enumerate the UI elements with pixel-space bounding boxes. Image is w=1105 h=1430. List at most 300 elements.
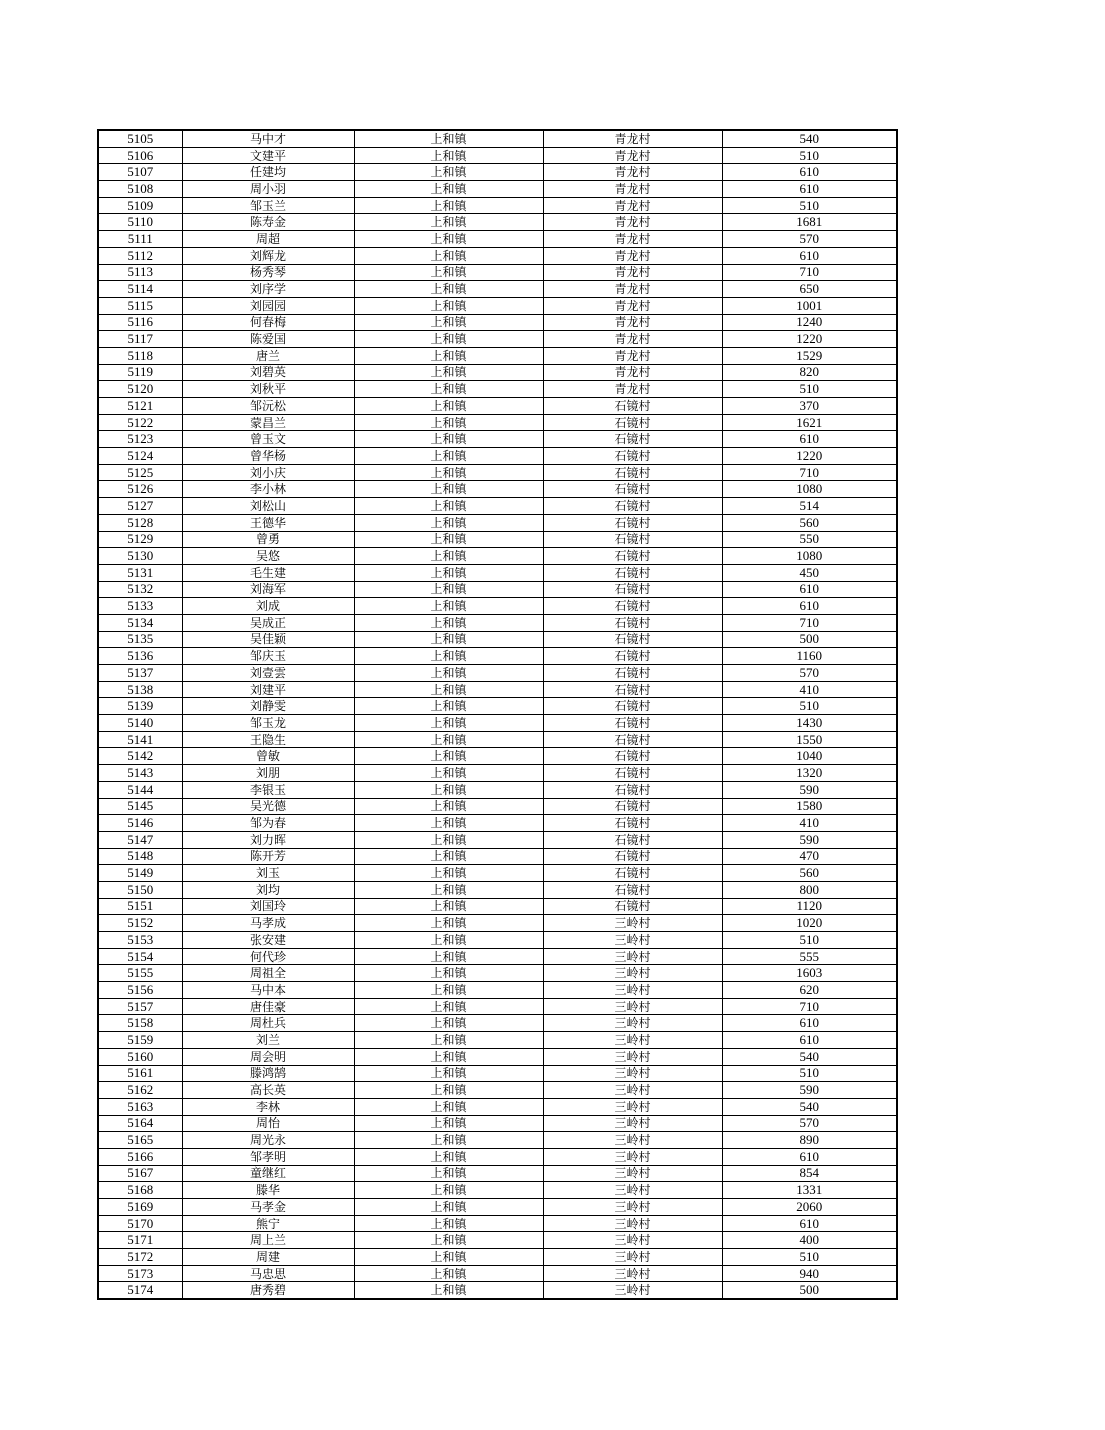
table-row xyxy=(98,982,897,999)
table-row xyxy=(98,1215,897,1232)
amount-cell: 590 xyxy=(722,831,897,848)
amount-cell: 890 xyxy=(722,1132,897,1149)
table-row xyxy=(98,1282,897,1299)
amount-cell: 555 xyxy=(722,948,897,965)
table-row xyxy=(98,798,897,815)
village-cell: 石镜村 xyxy=(543,481,722,498)
table-row xyxy=(98,631,897,648)
row-number-cell: 5174 xyxy=(98,1282,182,1299)
town-cell: 上和镇 xyxy=(354,431,543,448)
table-row xyxy=(98,681,897,698)
amount-cell: 1120 xyxy=(722,898,897,915)
table-row xyxy=(98,531,897,548)
table-row xyxy=(98,1032,897,1049)
amount-cell: 510 xyxy=(722,147,897,164)
amount-cell: 570 xyxy=(722,665,897,682)
village-cell: 石镜村 xyxy=(543,898,722,915)
table-row xyxy=(98,815,897,832)
row-number-cell: 5113 xyxy=(98,264,182,281)
row-number-cell: 5131 xyxy=(98,564,182,581)
amount-cell: 610 xyxy=(722,598,897,615)
table-row xyxy=(98,932,897,949)
name-cell: 何春梅 xyxy=(182,314,354,331)
amount-cell: 610 xyxy=(722,164,897,181)
row-number-cell: 5122 xyxy=(98,414,182,431)
amount-cell: 854 xyxy=(722,1165,897,1182)
village-cell: 石镜村 xyxy=(543,414,722,431)
row-number-cell: 5137 xyxy=(98,665,182,682)
village-cell: 三岭村 xyxy=(543,998,722,1015)
town-cell: 上和镇 xyxy=(354,731,543,748)
village-cell: 石镜村 xyxy=(543,431,722,448)
table-row xyxy=(98,1165,897,1182)
town-cell: 上和镇 xyxy=(354,865,543,882)
town-cell: 上和镇 xyxy=(354,1282,543,1299)
row-number-cell: 5110 xyxy=(98,214,182,231)
table-row xyxy=(98,1082,897,1099)
village-cell: 青龙村 xyxy=(543,281,722,298)
town-cell: 上和镇 xyxy=(354,164,543,181)
town-cell: 上和镇 xyxy=(354,598,543,615)
name-cell: 周会明 xyxy=(182,1048,354,1065)
village-cell: 石镜村 xyxy=(543,831,722,848)
name-cell: 邹孝明 xyxy=(182,1148,354,1165)
name-cell: 刘园园 xyxy=(182,297,354,314)
village-cell: 三岭村 xyxy=(543,1232,722,1249)
town-cell: 上和镇 xyxy=(354,614,543,631)
village-cell: 石镜村 xyxy=(543,748,722,765)
name-cell: 刘兰 xyxy=(182,1032,354,1049)
amount-cell: 610 xyxy=(722,581,897,598)
town-cell: 上和镇 xyxy=(354,781,543,798)
town-cell: 上和镇 xyxy=(354,1032,543,1049)
table-row xyxy=(98,364,897,381)
table-row xyxy=(98,398,897,415)
village-cell: 三岭村 xyxy=(543,1249,722,1266)
amount-cell: 610 xyxy=(722,1015,897,1032)
name-cell: 蒙昌兰 xyxy=(182,414,354,431)
name-cell: 李银玉 xyxy=(182,781,354,798)
table-row xyxy=(98,214,897,231)
village-cell: 三岭村 xyxy=(543,932,722,949)
amount-cell: 500 xyxy=(722,1282,897,1299)
village-cell: 石镜村 xyxy=(543,631,722,648)
town-cell: 上和镇 xyxy=(354,1249,543,1266)
amount-cell: 500 xyxy=(722,631,897,648)
table-row xyxy=(98,765,897,782)
table-row xyxy=(98,1115,897,1132)
town-cell: 上和镇 xyxy=(354,848,543,865)
village-cell: 三岭村 xyxy=(543,1032,722,1049)
row-number-cell: 5141 xyxy=(98,731,182,748)
table-row xyxy=(98,1265,897,1282)
table-row xyxy=(98,164,897,181)
name-cell: 刘静雯 xyxy=(182,698,354,715)
amount-cell: 540 xyxy=(722,1098,897,1115)
row-number-cell: 5126 xyxy=(98,481,182,498)
village-cell: 石镜村 xyxy=(543,548,722,565)
town-cell: 上和镇 xyxy=(354,648,543,665)
name-cell: 刘壹雲 xyxy=(182,665,354,682)
amount-cell: 1080 xyxy=(722,548,897,565)
town-cell: 上和镇 xyxy=(354,998,543,1015)
amount-cell: 1320 xyxy=(722,765,897,782)
village-cell: 石镜村 xyxy=(543,798,722,815)
row-number-cell: 5138 xyxy=(98,681,182,698)
name-cell: 曾玉文 xyxy=(182,431,354,448)
name-cell: 马孝成 xyxy=(182,915,354,932)
name-cell: 吴佳颖 xyxy=(182,631,354,648)
row-number-cell: 5136 xyxy=(98,648,182,665)
amount-cell: 550 xyxy=(722,531,897,548)
name-cell: 周建 xyxy=(182,1249,354,1266)
amount-cell: 1240 xyxy=(722,314,897,331)
row-number-cell: 5107 xyxy=(98,164,182,181)
row-number-cell: 5140 xyxy=(98,715,182,732)
town-cell: 上和镇 xyxy=(354,715,543,732)
table-row xyxy=(98,1232,897,1249)
village-cell: 石镜村 xyxy=(543,564,722,581)
village-cell: 三岭村 xyxy=(543,1148,722,1165)
name-cell: 周超 xyxy=(182,231,354,248)
town-cell: 上和镇 xyxy=(354,147,543,164)
row-number-cell: 5124 xyxy=(98,448,182,465)
village-cell: 石镜村 xyxy=(543,598,722,615)
table-row xyxy=(98,247,897,264)
table-row xyxy=(98,748,897,765)
town-cell: 上和镇 xyxy=(354,1115,543,1132)
row-number-cell: 5108 xyxy=(98,181,182,198)
name-cell: 周上兰 xyxy=(182,1232,354,1249)
amount-cell: 2060 xyxy=(722,1199,897,1216)
village-cell: 三岭村 xyxy=(543,1199,722,1216)
table-row xyxy=(98,865,897,882)
name-cell: 邹沅松 xyxy=(182,398,354,415)
row-number-cell: 5172 xyxy=(98,1249,182,1266)
village-cell: 青龙村 xyxy=(543,197,722,214)
village-cell: 青龙村 xyxy=(543,147,722,164)
table-row xyxy=(98,314,897,331)
name-cell: 张安建 xyxy=(182,932,354,949)
row-number-cell: 5152 xyxy=(98,915,182,932)
amount-cell: 800 xyxy=(722,881,897,898)
name-cell: 唐兰 xyxy=(182,347,354,364)
town-cell: 上和镇 xyxy=(354,398,543,415)
name-cell: 李林 xyxy=(182,1098,354,1115)
table-row xyxy=(98,1148,897,1165)
village-cell: 三岭村 xyxy=(543,1265,722,1282)
amount-cell: 510 xyxy=(722,197,897,214)
amount-cell: 540 xyxy=(722,1048,897,1065)
table-row xyxy=(98,1048,897,1065)
row-number-cell: 5155 xyxy=(98,965,182,982)
village-cell: 石镜村 xyxy=(543,531,722,548)
amount-cell: 540 xyxy=(722,130,897,147)
table-row xyxy=(98,1132,897,1149)
amount-cell: 1681 xyxy=(722,214,897,231)
row-number-cell: 5145 xyxy=(98,798,182,815)
table-row xyxy=(98,381,897,398)
row-number-cell: 5169 xyxy=(98,1199,182,1216)
name-cell: 滕华 xyxy=(182,1182,354,1199)
row-number-cell: 5142 xyxy=(98,748,182,765)
town-cell: 上和镇 xyxy=(354,1215,543,1232)
village-cell: 三岭村 xyxy=(543,1182,722,1199)
row-number-cell: 5139 xyxy=(98,698,182,715)
name-cell: 王隐生 xyxy=(182,731,354,748)
village-cell: 石镜村 xyxy=(543,731,722,748)
name-cell: 刘建平 xyxy=(182,681,354,698)
amount-cell: 820 xyxy=(722,364,897,381)
name-cell: 杨秀琴 xyxy=(182,264,354,281)
name-cell: 唐秀碧 xyxy=(182,1282,354,1299)
amount-cell: 1220 xyxy=(722,331,897,348)
town-cell: 上和镇 xyxy=(354,264,543,281)
town-cell: 上和镇 xyxy=(354,1148,543,1165)
row-number-cell: 5159 xyxy=(98,1032,182,1049)
village-cell: 石镜村 xyxy=(543,881,722,898)
village-cell: 石镜村 xyxy=(543,765,722,782)
town-cell: 上和镇 xyxy=(354,1199,543,1216)
table-row xyxy=(98,965,897,982)
town-cell: 上和镇 xyxy=(354,314,543,331)
row-number-cell: 5144 xyxy=(98,781,182,798)
amount-cell: 610 xyxy=(722,1148,897,1165)
amount-cell: 1040 xyxy=(722,748,897,765)
row-number-cell: 5171 xyxy=(98,1232,182,1249)
amount-cell: 470 xyxy=(722,848,897,865)
amount-cell: 560 xyxy=(722,865,897,882)
name-cell: 邹玉龙 xyxy=(182,715,354,732)
amount-cell: 710 xyxy=(722,614,897,631)
amount-cell: 1020 xyxy=(722,915,897,932)
town-cell: 上和镇 xyxy=(354,531,543,548)
town-cell: 上和镇 xyxy=(354,231,543,248)
row-number-cell: 5143 xyxy=(98,765,182,782)
amount-cell: 610 xyxy=(722,1032,897,1049)
name-cell: 刘均 xyxy=(182,881,354,898)
town-cell: 上和镇 xyxy=(354,915,543,932)
table-row xyxy=(98,715,897,732)
town-cell: 上和镇 xyxy=(354,464,543,481)
town-cell: 上和镇 xyxy=(354,1048,543,1065)
row-number-cell: 5115 xyxy=(98,297,182,314)
name-cell: 何代珍 xyxy=(182,948,354,965)
town-cell: 上和镇 xyxy=(354,247,543,264)
data-table xyxy=(97,129,898,1300)
village-cell: 石镜村 xyxy=(543,581,722,598)
amount-cell: 1080 xyxy=(722,481,897,498)
amount-cell: 570 xyxy=(722,231,897,248)
name-cell: 高长英 xyxy=(182,1082,354,1099)
amount-cell: 590 xyxy=(722,1082,897,1099)
row-number-cell: 5116 xyxy=(98,314,182,331)
table-row xyxy=(98,548,897,565)
row-number-cell: 5112 xyxy=(98,247,182,264)
row-number-cell: 5160 xyxy=(98,1048,182,1065)
village-cell: 三岭村 xyxy=(543,1065,722,1082)
name-cell: 文建平 xyxy=(182,147,354,164)
table-row xyxy=(98,1065,897,1082)
name-cell: 曾勇 xyxy=(182,531,354,548)
name-cell: 熊宁 xyxy=(182,1215,354,1232)
amount-cell: 1220 xyxy=(722,448,897,465)
amount-cell: 590 xyxy=(722,781,897,798)
village-cell: 三岭村 xyxy=(543,1082,722,1099)
town-cell: 上和镇 xyxy=(354,1132,543,1149)
name-cell: 吴悠 xyxy=(182,548,354,565)
amount-cell: 620 xyxy=(722,982,897,999)
row-number-cell: 5147 xyxy=(98,831,182,848)
village-cell: 三岭村 xyxy=(543,965,722,982)
amount-cell: 510 xyxy=(722,381,897,398)
amount-cell: 650 xyxy=(722,281,897,298)
village-cell: 青龙村 xyxy=(543,164,722,181)
town-cell: 上和镇 xyxy=(354,798,543,815)
village-cell: 三岭村 xyxy=(543,1015,722,1032)
name-cell: 刘力晖 xyxy=(182,831,354,848)
name-cell: 任建均 xyxy=(182,164,354,181)
table-row xyxy=(98,581,897,598)
town-cell: 上和镇 xyxy=(354,1265,543,1282)
name-cell: 刘海军 xyxy=(182,581,354,598)
table-row xyxy=(98,481,897,498)
name-cell: 周小羽 xyxy=(182,181,354,198)
row-number-cell: 5128 xyxy=(98,514,182,531)
town-cell: 上和镇 xyxy=(354,681,543,698)
name-cell: 马忠思 xyxy=(182,1265,354,1282)
amount-cell: 450 xyxy=(722,564,897,581)
village-cell: 石镜村 xyxy=(543,398,722,415)
amount-cell: 514 xyxy=(722,498,897,515)
amount-cell: 510 xyxy=(722,698,897,715)
table-row xyxy=(98,665,897,682)
name-cell: 马中才 xyxy=(182,130,354,147)
amount-cell: 410 xyxy=(722,681,897,698)
row-number-cell: 5165 xyxy=(98,1132,182,1149)
village-cell: 石镜村 xyxy=(543,665,722,682)
town-cell: 上和镇 xyxy=(354,1182,543,1199)
town-cell: 上和镇 xyxy=(354,130,543,147)
village-cell: 三岭村 xyxy=(543,1115,722,1132)
table-row xyxy=(98,147,897,164)
village-cell: 石镜村 xyxy=(543,865,722,882)
name-cell: 刘序学 xyxy=(182,281,354,298)
village-cell: 石镜村 xyxy=(543,781,722,798)
village-cell: 青龙村 xyxy=(543,181,722,198)
row-number-cell: 5162 xyxy=(98,1082,182,1099)
name-cell: 邹庆玉 xyxy=(182,648,354,665)
table-row xyxy=(98,498,897,515)
town-cell: 上和镇 xyxy=(354,1098,543,1115)
village-cell: 三岭村 xyxy=(543,915,722,932)
amount-cell: 570 xyxy=(722,1115,897,1132)
village-cell: 青龙村 xyxy=(543,231,722,248)
town-cell: 上和镇 xyxy=(354,581,543,598)
row-number-cell: 5161 xyxy=(98,1065,182,1082)
town-cell: 上和镇 xyxy=(354,1232,543,1249)
row-number-cell: 5118 xyxy=(98,347,182,364)
row-number-cell: 5149 xyxy=(98,865,182,882)
village-cell: 青龙村 xyxy=(543,130,722,147)
amount-cell: 710 xyxy=(722,998,897,1015)
town-cell: 上和镇 xyxy=(354,748,543,765)
amount-cell: 400 xyxy=(722,1232,897,1249)
town-cell: 上和镇 xyxy=(354,481,543,498)
table-row xyxy=(98,998,897,1015)
village-cell: 石镜村 xyxy=(543,815,722,832)
village-cell: 三岭村 xyxy=(543,1098,722,1115)
table-row xyxy=(98,331,897,348)
name-cell: 刘辉龙 xyxy=(182,247,354,264)
town-cell: 上和镇 xyxy=(354,564,543,581)
table-row xyxy=(98,614,897,631)
name-cell: 陈寿金 xyxy=(182,214,354,231)
amount-cell: 370 xyxy=(722,398,897,415)
name-cell: 陈开芳 xyxy=(182,848,354,865)
town-cell: 上和镇 xyxy=(354,448,543,465)
village-cell: 青龙村 xyxy=(543,381,722,398)
town-cell: 上和镇 xyxy=(354,1015,543,1032)
name-cell: 刘碧英 xyxy=(182,364,354,381)
row-number-cell: 5156 xyxy=(98,982,182,999)
name-cell: 刘朋 xyxy=(182,765,354,782)
row-number-cell: 5123 xyxy=(98,431,182,448)
village-cell: 青龙村 xyxy=(543,331,722,348)
row-number-cell: 5168 xyxy=(98,1182,182,1199)
table-row xyxy=(98,264,897,281)
town-cell: 上和镇 xyxy=(354,765,543,782)
table-row xyxy=(98,297,897,314)
town-cell: 上和镇 xyxy=(354,831,543,848)
table-row xyxy=(98,231,897,248)
village-cell: 石镜村 xyxy=(543,614,722,631)
row-number-cell: 5135 xyxy=(98,631,182,648)
amount-cell: 610 xyxy=(722,431,897,448)
name-cell: 吴光德 xyxy=(182,798,354,815)
village-cell: 青龙村 xyxy=(543,347,722,364)
village-cell: 青龙村 xyxy=(543,264,722,281)
amount-cell: 1001 xyxy=(722,297,897,314)
town-cell: 上和镇 xyxy=(354,381,543,398)
name-cell: 曾华杨 xyxy=(182,448,354,465)
town-cell: 上和镇 xyxy=(354,1065,543,1082)
village-cell: 石镜村 xyxy=(543,698,722,715)
town-cell: 上和镇 xyxy=(354,665,543,682)
row-number-cell: 5114 xyxy=(98,281,182,298)
town-cell: 上和镇 xyxy=(354,281,543,298)
name-cell: 周祖全 xyxy=(182,965,354,982)
name-cell: 马中本 xyxy=(182,982,354,999)
amount-cell: 410 xyxy=(722,815,897,832)
village-cell: 三岭村 xyxy=(543,1048,722,1065)
name-cell: 刘小庆 xyxy=(182,464,354,481)
village-cell: 三岭村 xyxy=(543,948,722,965)
table-row xyxy=(98,448,897,465)
table-row xyxy=(98,1199,897,1216)
table-row xyxy=(98,848,897,865)
amount-cell: 1529 xyxy=(722,347,897,364)
town-cell: 上和镇 xyxy=(354,197,543,214)
row-number-cell: 5146 xyxy=(98,815,182,832)
row-number-cell: 5130 xyxy=(98,548,182,565)
name-cell: 刘成 xyxy=(182,598,354,615)
table-row xyxy=(98,915,897,932)
table-row xyxy=(98,1249,897,1266)
town-cell: 上和镇 xyxy=(354,498,543,515)
row-number-cell: 5105 xyxy=(98,130,182,147)
table-row xyxy=(98,281,897,298)
